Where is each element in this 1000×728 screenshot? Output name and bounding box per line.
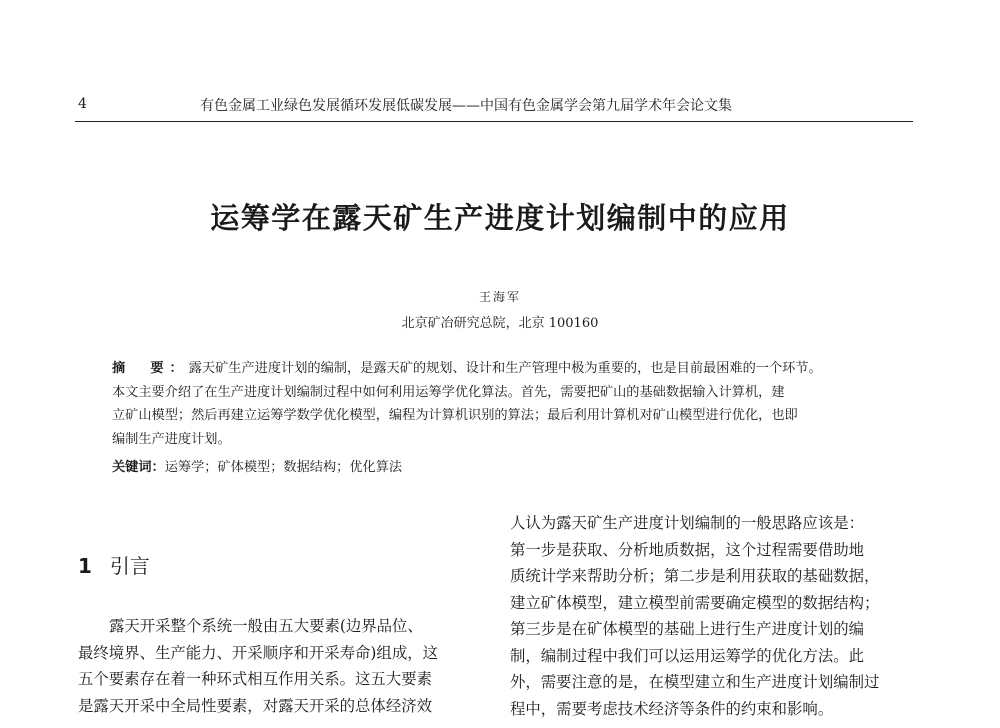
author-affiliation: 北京矿冶研究总院，北京 100160 bbox=[401, 316, 599, 331]
author-name: 王海军 bbox=[478, 290, 521, 304]
body-line: 外，需要注意的是，在模型建立和生产进度计划编制过 bbox=[510, 673, 880, 691]
body-line: 五个要素存在着一种环式相互作用关系。这五大要素 bbox=[78, 670, 432, 688]
body-line: 制，编制过程中我们可以运用运筹学的优化方法。此 bbox=[510, 646, 864, 665]
keywords-text: 运筹学；矿体模型；数据结构；优化算法 bbox=[164, 460, 403, 475]
body-line: 建立矿体模型，建立模型前需要确定模型的数据结构； bbox=[510, 593, 880, 612]
body-line: 最终境界、生产能力、开采顺序和开采寿命)组成，这 bbox=[78, 643, 438, 662]
section-title: 引言 bbox=[109, 554, 150, 578]
abstract-line: 立矿山模型；然后再建立运筹学数学优化模型，编程为计算机识别的算法；最后利用计算机对矿山模型进行优化，也即 bbox=[112, 408, 798, 423]
abstract-text: 露天矿生产进度计划的编制，是露天矿的规划、设计和生产管理中极为重要的，也是目前最困难的一个环节。 bbox=[188, 361, 822, 376]
section-number: 1 bbox=[78, 554, 92, 578]
header-rule bbox=[75, 121, 913, 122]
body-line: 程中，需要考虑技术经济等条件的约束和影响。 bbox=[510, 699, 834, 718]
body-line: 露天开采整个系统一般由五大要素(边界品位、 bbox=[109, 617, 423, 635]
abstract-line bbox=[112, 357, 892, 381]
body-line: 质统计学来帮助分析；第二步是利用获取的基础数据， bbox=[510, 567, 880, 585]
body-line: 第三步是在矿体模型的基础上进行生产进度计划的编 bbox=[510, 620, 864, 638]
running-header: 有色金属工业绿色发展循环发展低碳发展——中国有色金属学会第九届学术年会论文集 bbox=[200, 98, 732, 114]
right-column-body bbox=[510, 510, 920, 722]
abstract-line: 本文主要介绍了在生产进度计划编制过程中如何利用运筹学优化算法。首先，需要把矿山的基础数据输入计算机，建 bbox=[112, 384, 785, 400]
section-heading bbox=[78, 550, 150, 579]
left-column-body bbox=[78, 613, 498, 719]
keywords bbox=[112, 456, 402, 475]
keywords-label: 关键词： bbox=[112, 460, 165, 475]
body-line: 是露天开采中全局性要素，对露天开采的总体经济效 bbox=[78, 696, 432, 715]
abstract-label: 摘 要： bbox=[112, 361, 189, 376]
page-number: 4 bbox=[78, 96, 87, 112]
abstract-line: 编制生产进度计划。 bbox=[112, 431, 231, 447]
body-line: 第一步是获取、分析地质数据，这个过程需要借助地 bbox=[510, 540, 864, 559]
paper-title: 运筹学在露天矿生产进度计划编制中的应用 bbox=[210, 201, 790, 235]
abstract bbox=[112, 357, 892, 451]
body-line: 人认为露天矿生产进度计划编制的一般思路应该是： bbox=[510, 514, 864, 532]
